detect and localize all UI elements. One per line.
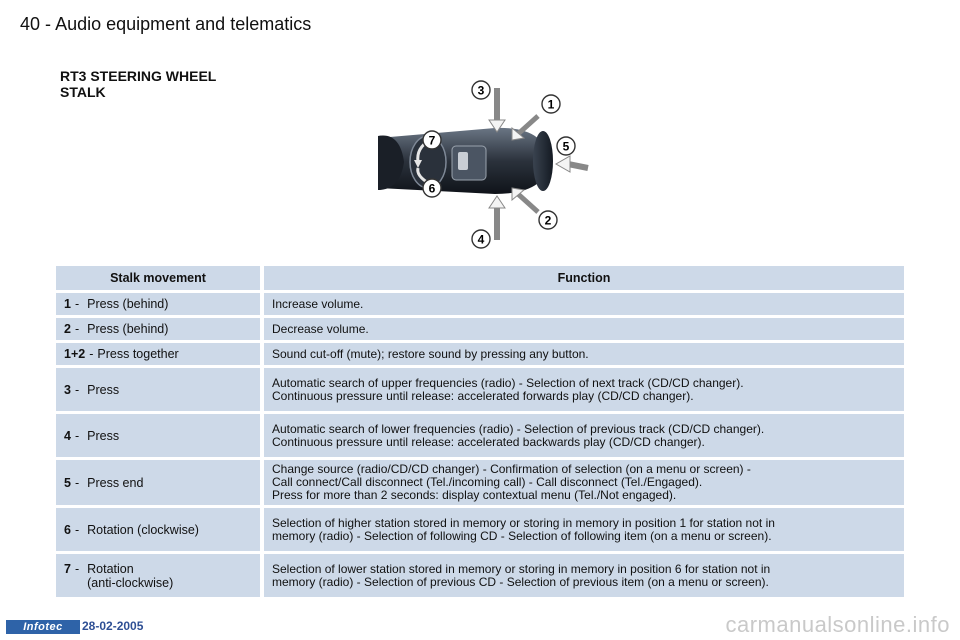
function-cell: Selection of higher station stored in memory or storing in memory in position 1 for station not in memory (radio) - Selection of following CD - Selection of following item (on a menu or screen). [264,508,904,551]
callout-3 [472,81,490,99]
table-row [56,414,904,457]
table-row [56,554,904,597]
movement-cell: 7 - Rotation (anti-clockwise) [56,554,264,597]
column-header-movement: Stalk movement [56,266,264,290]
table-row [56,460,904,505]
table-row [56,343,904,365]
table-row [56,318,904,340]
svg-text:4: 4 [477,232,485,247]
steering-stalk-illustration [360,76,590,252]
movement-cell: 2 - Press (behind) [56,318,264,340]
page-number: 40 [20,14,41,34]
table-header-row [56,266,904,290]
arrow-2 [518,194,538,212]
svg-text:5: 5 [562,139,570,154]
svg-text:1: 1 [547,97,555,112]
movement-cell: 3 - Press [56,368,264,411]
function-cell: Automatic search of lower frequencies (radio) - Selection of previous track (CD/CD changer). Continuous pressure until release: accelerated backwards play (CD/CD changer). [264,414,904,457]
svg-text:6: 6 [428,181,436,196]
function-cell: Increase volume. [264,293,904,315]
arrow-1 [518,116,538,134]
page-header: 40 - Audio equipment and telematics [20,14,312,34]
svg-text:3: 3 [477,83,485,98]
movement-cell: 6 - Rotation (clockwise) [56,508,264,551]
callout-7 [423,131,441,149]
svg-text:2: 2 [544,213,552,228]
control-button [458,152,468,170]
table-row [56,293,904,315]
function-cell: Change source (radio/CD/CD changer) - Confirmation of selection (on a menu or screen) - Call connect/Call disconnect (Tel./incoming call) - Call disconnect (Tel./Engaged). Press for more than 2 seconds: display contextual menu (Tel./Not engaged). [264,460,904,505]
arrow-5 [568,164,588,168]
print-date: 28-02-2005 [82,619,144,633]
stalk-end-button [533,131,553,191]
callout-5 [557,137,575,155]
chapter-title: Audio equipment and telematics [55,14,312,34]
watermark: carmanualsonline.info [725,612,950,637]
callout-2 [539,211,557,229]
infotec-logo: Infotec [6,620,80,634]
function-cell: Decrease volume. [264,318,904,340]
movement-cell: 4 - Press [56,414,264,457]
movement-cell: 1 - Press (behind) [56,293,264,315]
control-plate [452,146,486,180]
movement-cell: 5 - Press end [56,460,264,505]
section-title: RT3 STEERING WHEEL STALK [60,68,217,100]
callout-6 [423,179,441,197]
function-cell: Automatic search of upper frequencies (radio) - Selection of next track (CD/CD changer). Continuous pressure until release: accelerated forwards play (CD/CD changer). [264,368,904,411]
function-cell: Sound cut-off (mute); restore sound by pressing any button. [264,343,904,365]
movement-cell: 1+2 - Press together [56,343,264,365]
table-row [56,368,904,411]
callout-1 [542,95,560,113]
callout-4 [472,230,490,248]
stalk-function-table [56,263,904,600]
column-header-function: Function [264,266,904,290]
function-cell: Selection of lower station stored in memory or storing in memory in position 6 for station not in memory (radio) - Selection of previous CD - Selection of previous item (on a menu or screen). [264,554,904,597]
table-row [56,508,904,551]
svg-text:7: 7 [428,133,436,148]
